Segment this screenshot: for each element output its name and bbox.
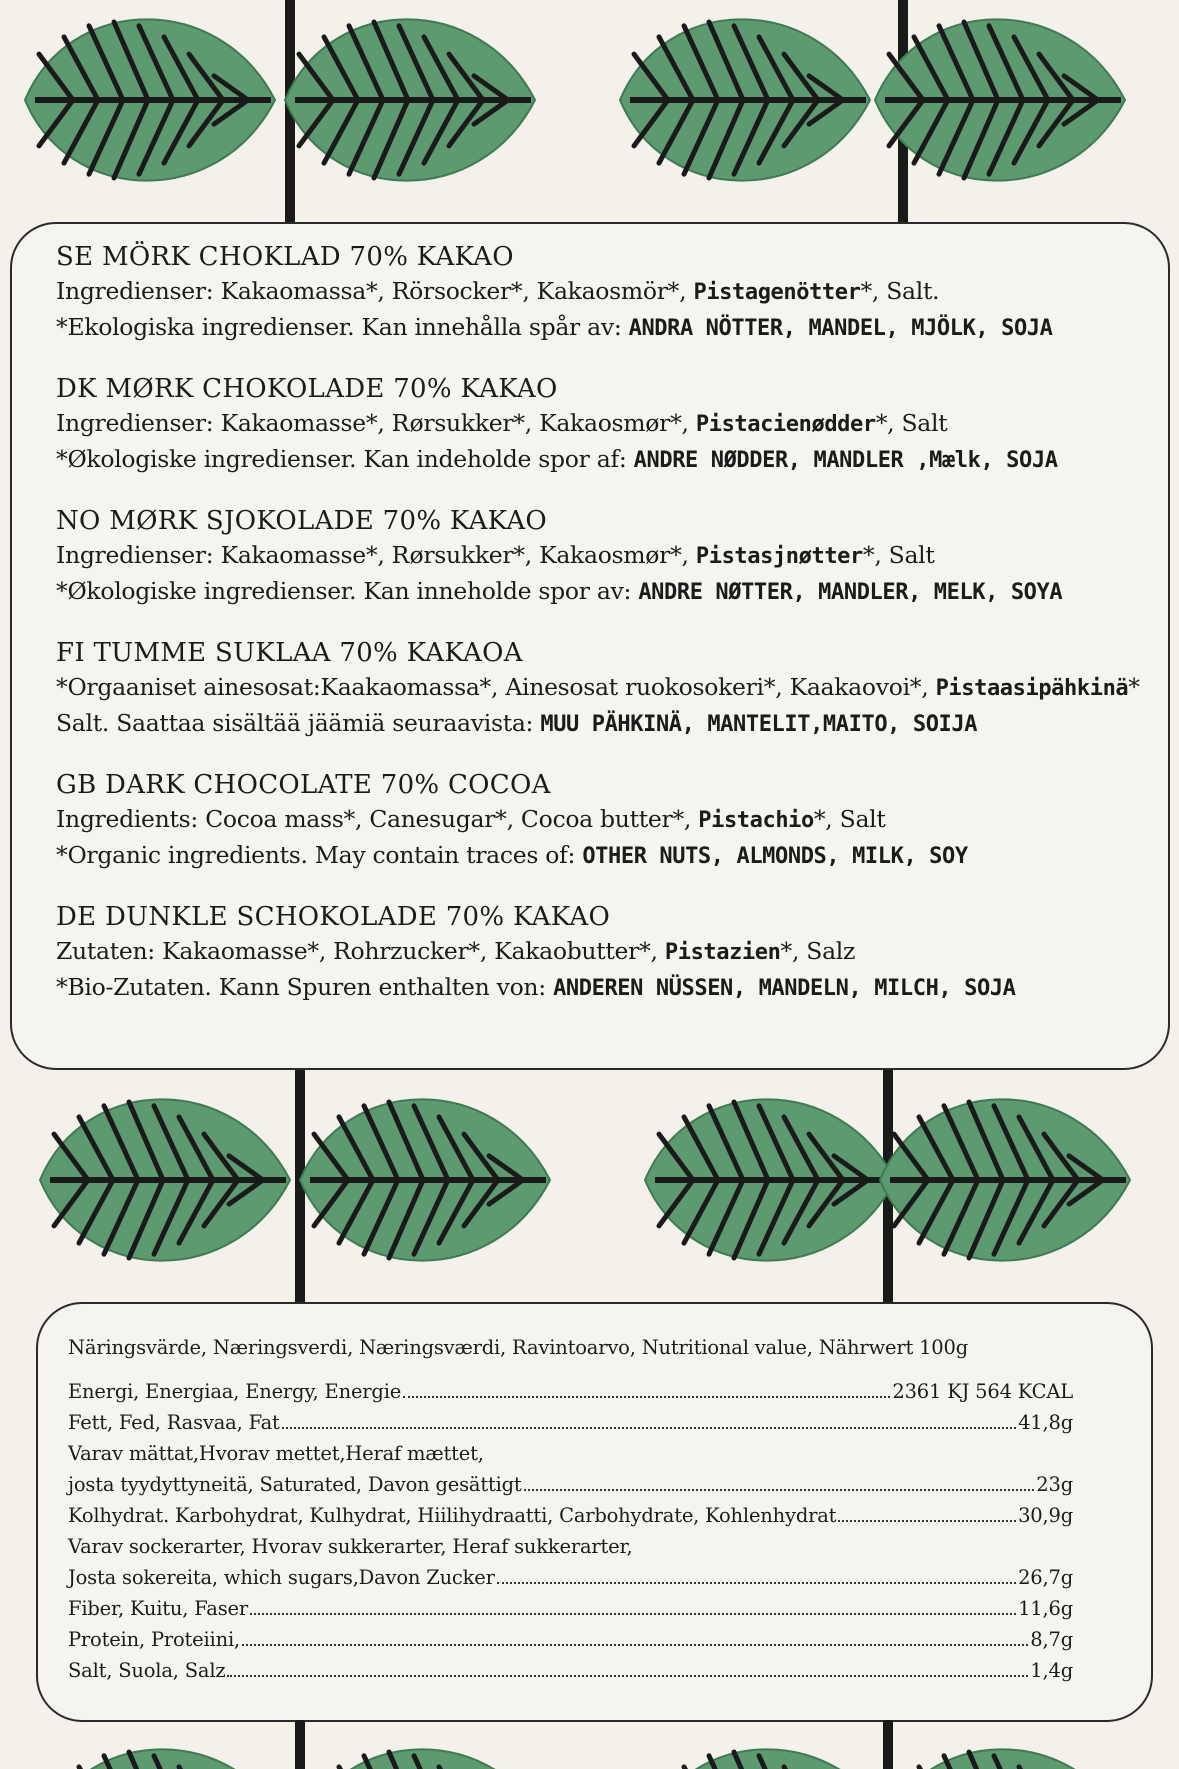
nutrition-row-carbs <box>68 1500 1073 1531</box>
ingredient-line: Ingredienser: Kakaomasse*, Rørsukker*, Kakaosmør*, Pistasjnøtter*, Salt <box>56 541 935 569</box>
lang-title: DE DUNKLE SCHOKOLADE 70% KAKAO <box>56 902 611 932</box>
allergen-line: *Økologiske ingredienser. Kan inneholde spor av: ANDRE NØTTER, MANDLER, MELK, SOYA <box>56 577 1063 605</box>
leaf-icon <box>880 1749 1130 1769</box>
leaf-pattern-top <box>0 0 1179 222</box>
lang-block-fi <box>56 636 1168 742</box>
leaf-icon <box>40 1749 290 1769</box>
nutrition-row-protein <box>68 1624 1073 1655</box>
nutrition-label: Josta sokereita, which sugars,Davon Zucker <box>68 1566 495 1589</box>
allergen-line: *Bio-Zutaten. Kann Spuren enthalten von: ANDEREN NÜSSEN, MANDELN, MILCH, SOJA <box>56 973 1016 1001</box>
nutrition-value: 41,8g <box>1018 1411 1073 1434</box>
allergen-line: Salt. Saattaa sisältää jäämiä seuraavista: MUU PÄHKINÄ, MANTELIT,MAITO, SOIJA <box>56 709 978 737</box>
nutrition-row-energy <box>68 1376 1073 1407</box>
nutrition-row-fiber <box>68 1593 1073 1624</box>
leaf-icon <box>40 1099 290 1260</box>
nutrition-label: Protein, Proteiini, <box>68 1628 240 1651</box>
lang-block-dk <box>56 372 1168 478</box>
lang-block-no <box>56 504 1168 610</box>
lang-title: GB DARK CHOCOLATE 70% COCOA <box>56 770 551 800</box>
leaf-icon <box>300 1749 550 1769</box>
leaf-icon <box>875 19 1125 180</box>
allergen-line: *Organic ingredients. May contain traces of: OTHER NUTS, ALMONDS, MILK, SOY <box>56 841 968 869</box>
nutrition-value: 30,9g <box>1018 1504 1073 1527</box>
leaf-pattern-middle <box>0 1070 1179 1305</box>
lang-block-gb <box>56 768 1168 874</box>
ingredient-line: Zutaten: Kakaomasse*, Rohrzucker*, Kakaobutter*, Pistazien*, Salz <box>56 937 856 965</box>
lang-title: DK MØRK CHOKOLADE 70% KAKAO <box>56 374 558 404</box>
ingredient-line: Ingredients: Cocoa mass*, Canesugar*, Cocoa butter*, Pistachio*, Salt <box>56 805 886 833</box>
nutrition-row-salt <box>68 1655 1073 1686</box>
nutrition-value: 8,7g <box>1030 1628 1073 1651</box>
lang-title: NO MØRK SJOKOLADE 70% KAKAO <box>56 506 548 536</box>
lang-title: SE MÖRK CHOKLAD 70% KAKAO <box>56 242 514 272</box>
nutrition-label-continued: Varav mättat,Hvorav mettet,Heraf mættet, <box>68 1442 484 1465</box>
nutrition-panel <box>36 1302 1153 1722</box>
leaf-pattern-bottom <box>0 1720 1179 1769</box>
lang-block-se <box>56 240 1168 346</box>
leaf-icon <box>645 1099 895 1260</box>
allergen-line: *Økologiske ingredienser. Kan indeholde spor af: ANDRE NØDDER, MANDLER ,Mælk, SOJA <box>56 445 1058 473</box>
nutrition-value: 1,4g <box>1030 1659 1073 1682</box>
nutrition-label: Fett, Fed, Rasvaa, Fat <box>68 1411 280 1434</box>
nutrition-label: Fiber, Kuitu, Faser <box>68 1597 248 1620</box>
nutrition-row-saturated <box>68 1469 1073 1500</box>
nutrition-value: 26,7g <box>1018 1566 1073 1589</box>
lang-block-de <box>56 900 1168 1006</box>
nutrition-label: Kolhydrat. Karbohydrat, Kulhydrat, Hiilihydraatti, Carbohydrate, Kohlenhydrat <box>68 1504 837 1527</box>
leaf-icon <box>620 19 870 180</box>
ingredients-panel <box>10 222 1170 1070</box>
nutrition-label-continued: Varav sockerarter, Hvorav sukkerarter, Heraf sukkerarter, <box>68 1535 633 1558</box>
nutrition-label: Salt, Suola, Salz <box>68 1659 226 1682</box>
ingredient-line: Ingredienser: Kakaomasse*, Rørsukker*, Kakaosmør*, Pistacienødder*, Salt <box>56 409 948 437</box>
nutrition-value: 11,6g <box>1018 1597 1073 1620</box>
leaf-icon <box>285 19 535 180</box>
nutrition-title: Näringsvärde, Næringsverdi, Næringsværdi, Ravintoarvo, Nutritional value, Nährwert 100g <box>68 1336 968 1359</box>
leaf-icon <box>645 1749 895 1769</box>
ingredient-line: Ingredienser: Kakaomassa*, Rörsocker*, Kakaosmör*, Pistagenötter*, Salt. <box>56 277 940 305</box>
nutrition-label: Energi, Energiaa, Energy, Energie <box>68 1380 402 1403</box>
leaf-icon <box>25 19 275 180</box>
ingredient-line: *Orgaaniset ainesosat:Kaakaomassa*, Ainesosat ruokosokeri*, Kaakaovoi*, Pistaasipähkinä* <box>56 673 1140 701</box>
allergen-line: *Ekologiska ingredienser. Kan innehålla spår av: ANDRA NÖTTER, MANDEL, MJÖLK, SOJA <box>56 313 1053 341</box>
nutrition-row-sugars <box>68 1562 1073 1593</box>
lang-title: FI TUMME SUKLAA 70% KAKAOA <box>56 638 523 668</box>
nutrition-value: 2361 KJ 564 KCAL <box>892 1380 1073 1403</box>
leaf-icon <box>880 1099 1130 1260</box>
nutrition-value: 23g <box>1036 1473 1073 1496</box>
nutrition-row-fat <box>68 1407 1073 1438</box>
leaf-icon <box>300 1099 550 1260</box>
nutrition-label: josta tyydyttyneitä, Saturated, Davon gesättigt <box>68 1473 522 1496</box>
